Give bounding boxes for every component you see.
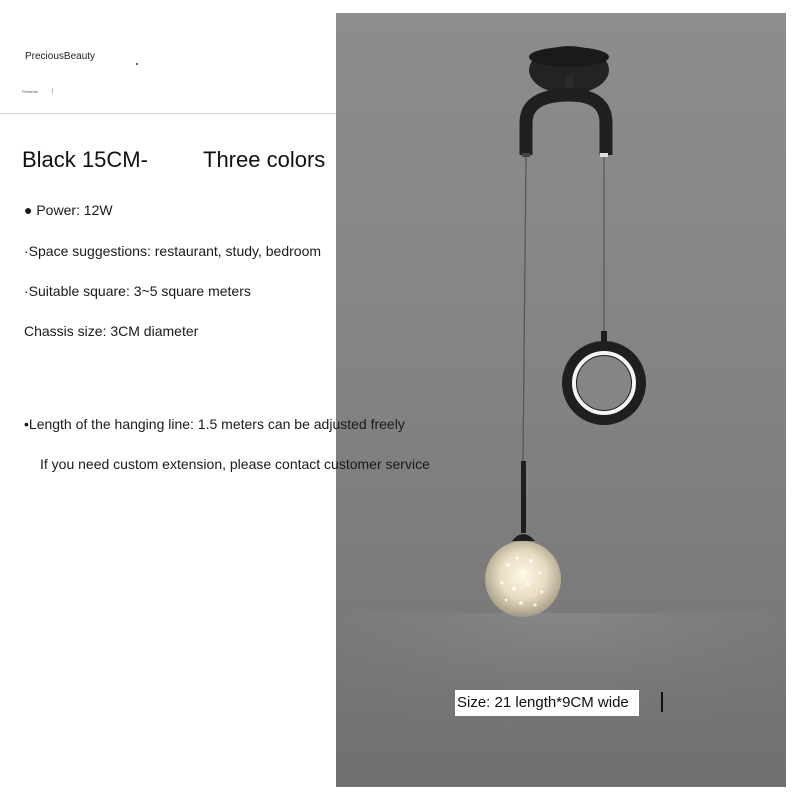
brand-dot [136,63,138,65]
left-arm-tip [522,153,530,157]
pendant-lamp-illustration [336,13,786,787]
brand-tick [52,88,53,94]
brand-name: PreciousBeauty [25,51,96,62]
ring-hole [577,356,631,410]
product-photo [336,13,786,787]
right-arm-tip [600,153,608,157]
spec-power: ● Power: 12W [24,202,113,218]
canopy-top [529,47,609,67]
spec-line-length: •Length of the hanging line: 1.5 meters can be adjusted freely [24,416,405,432]
spec-chassis: Chassis size: 3CM diameter [24,323,199,339]
ring-connector [601,331,607,341]
size-label-bar [661,692,663,712]
brand-subtitle: Presents [22,89,38,94]
color-options-title: Three colors [203,147,326,172]
size-label: Size: 21 length*9CM wide [455,690,639,716]
spec-space: ·Space suggestions: restaurant, study, bedroom [24,243,322,259]
globe-stem [521,461,526,533]
product-variant-title: Black 15CM- [22,147,148,172]
spec-custom-note: If you need custom extension, please contact customer service [40,456,430,472]
header-divider [0,113,336,114]
globe-cap [512,534,535,541]
spec-square: ·Suitable square: 3~5 square meters [24,283,251,299]
left-wire [523,157,526,461]
globe-pendant [485,541,561,617]
u-arm [526,95,606,155]
